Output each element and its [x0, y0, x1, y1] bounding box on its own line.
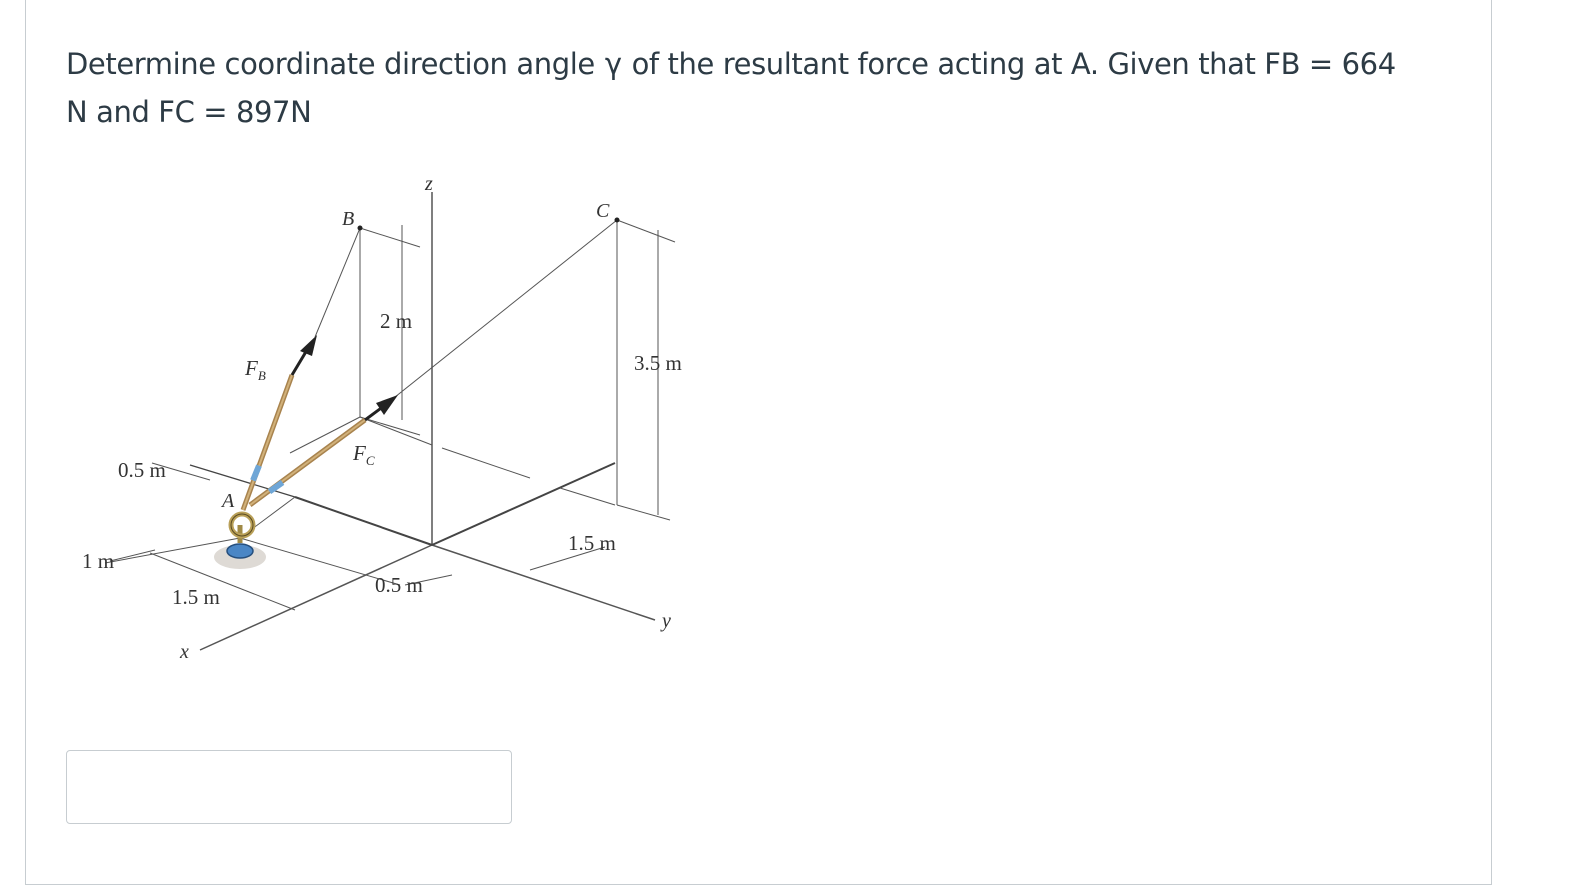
point-c	[615, 218, 620, 223]
y-axis-label: y	[662, 610, 671, 632]
dim-1m-label: 1 m	[82, 549, 115, 573]
z-axis-label: z	[425, 173, 433, 195]
floor-line	[295, 497, 432, 545]
b-dim-tick	[360, 417, 420, 435]
c-dim-tick	[617, 505, 670, 520]
dim-1-5m-left-label: 1.5 m	[172, 585, 220, 609]
b-dim-tick	[360, 228, 420, 247]
dim-3-5m-label: 3.5 m	[634, 351, 682, 375]
answer-input[interactable]	[66, 750, 512, 824]
dim-2m-label: 2 m	[380, 309, 413, 333]
fc-member	[250, 395, 398, 505]
floor-line	[442, 448, 530, 478]
fc-label: $F_C$	[353, 441, 375, 468]
point-c-label: C	[596, 200, 610, 222]
c-dim-tick	[617, 220, 675, 242]
question-text	[66, 40, 1396, 136]
dim-0-5m-bottom-label: 0.5 m	[375, 573, 423, 597]
question-text-before: Determine coordinate direction angle	[66, 47, 595, 81]
dim-1-5m-right-label: 1.5 m	[568, 531, 616, 555]
point-b-label: B	[342, 208, 355, 230]
gamma-symbol: γ	[604, 47, 622, 81]
dim-0-5m-left-label: 0.5 m	[118, 458, 166, 482]
point-b	[358, 226, 363, 231]
force-diagram	[60, 165, 720, 670]
question-text-after: of the resultant force acting at A. Given that FB = 664 N and FC = 897N	[66, 47, 1396, 129]
floor-line	[360, 417, 432, 445]
y-axis	[432, 545, 655, 620]
fb-label: $F_B$	[245, 356, 266, 383]
floor-line	[560, 488, 615, 505]
cord-c	[390, 220, 617, 401]
cord-b	[315, 228, 360, 337]
x-axis-label: x	[180, 641, 189, 663]
point-a-label: A	[222, 490, 235, 512]
dim-line-1m	[110, 550, 155, 561]
